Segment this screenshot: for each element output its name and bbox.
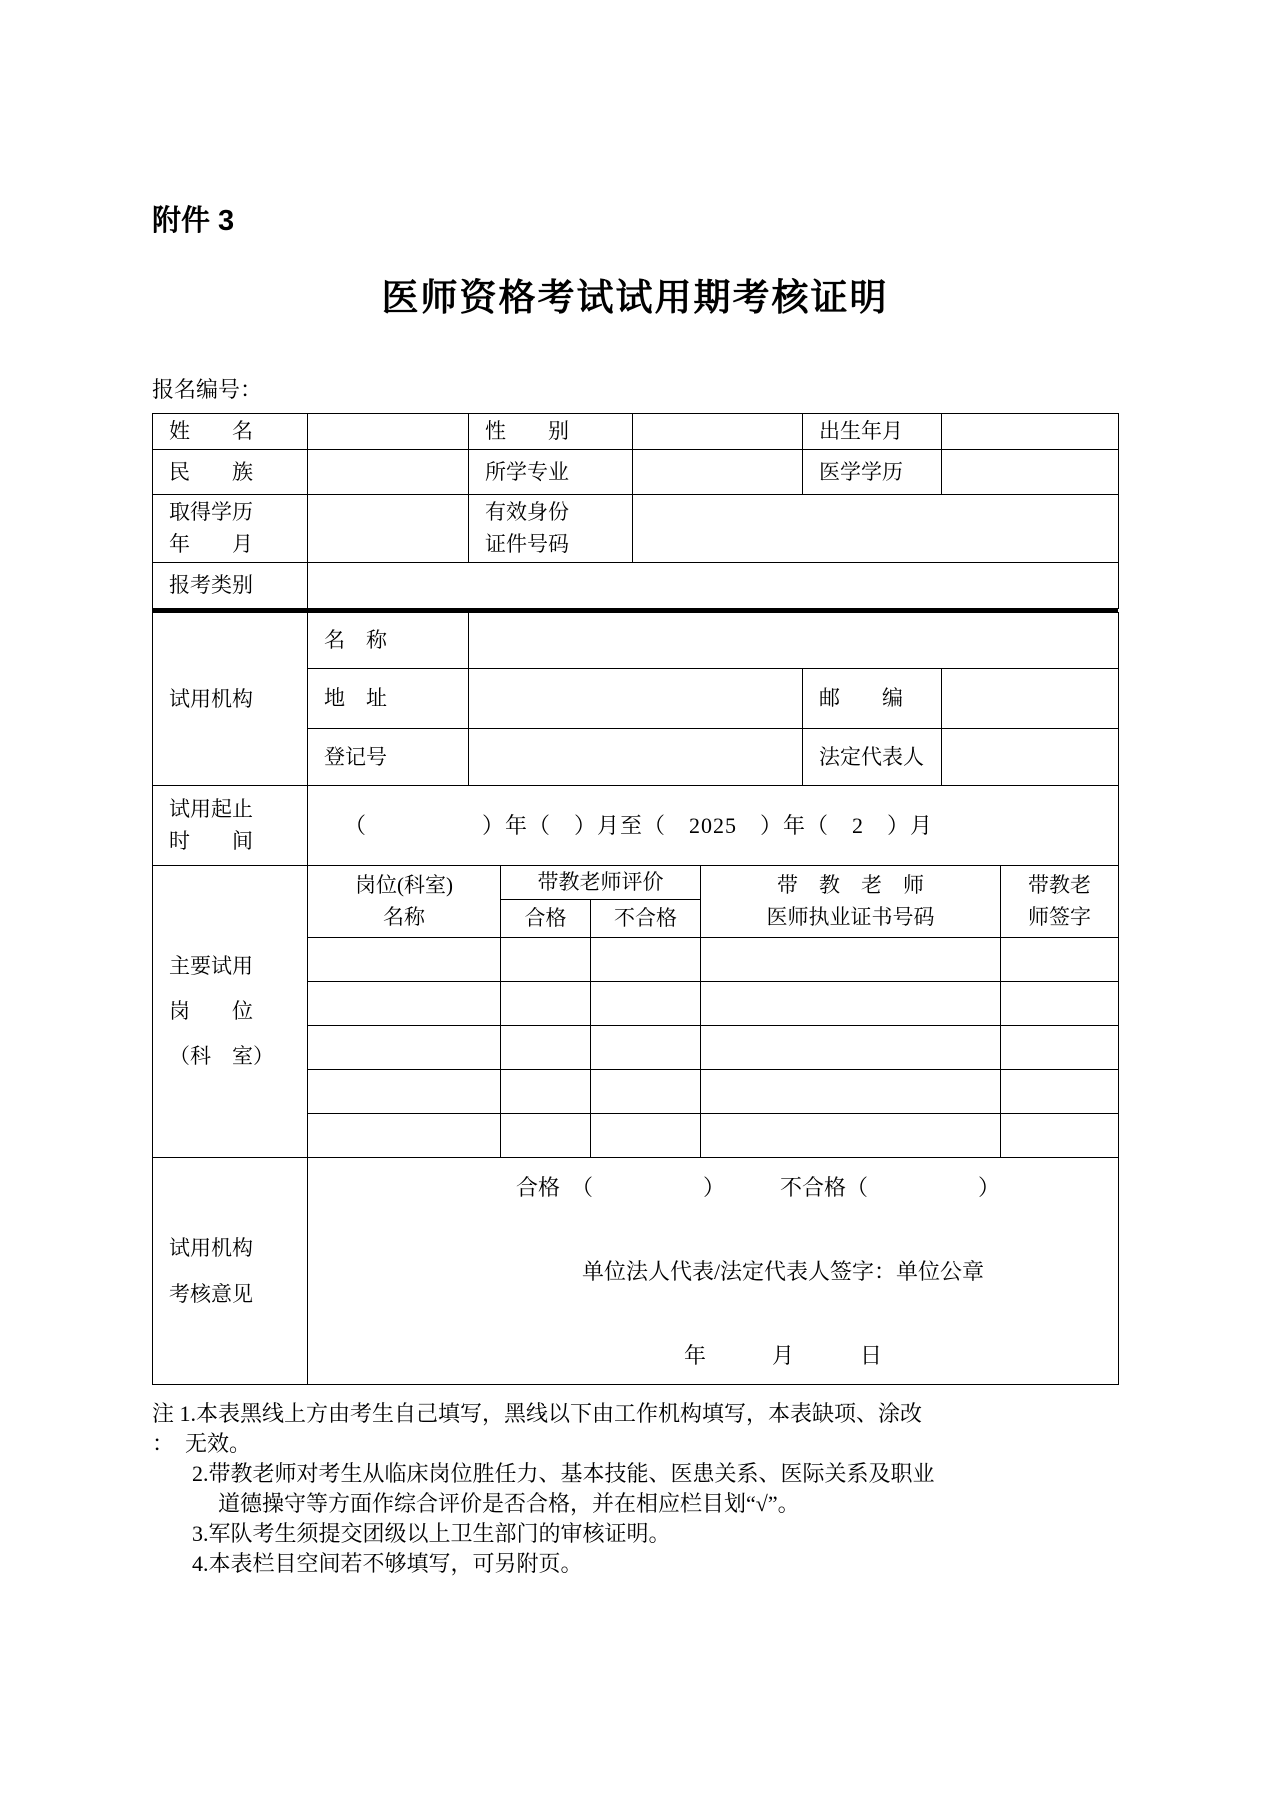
note-line: 2.带教老师对考生从临床岗位胜任力、基本技能、医患关系、医际关系及职业: [192, 1461, 935, 1486]
birth-value-cell: [942, 414, 1119, 450]
signature-cell: [1001, 938, 1119, 982]
post-name-cell: [308, 982, 501, 1026]
gender-label-cell: 性 别: [469, 414, 633, 450]
org-name-value-cell: [469, 613, 1119, 669]
pass-cell: [501, 1114, 591, 1158]
name-value-cell: [308, 414, 469, 450]
fail-cell: [591, 938, 701, 982]
probation-org-section-label-cell: 试用机构: [153, 613, 308, 786]
signature-cell: [1001, 1070, 1119, 1114]
positions-section-label-line3: （科 室）: [169, 1044, 274, 1069]
org-opinion-label-line2: 考核意见: [169, 1282, 253, 1306]
opinion-date-line: 年 月 日: [683, 1343, 882, 1369]
exam-category-label-cell: 报考类别: [153, 563, 308, 609]
probation-period-label-line1: 试用起止: [169, 797, 253, 821]
table-row: [153, 1158, 1119, 1385]
medical-education-label-cell: 医学学历: [803, 450, 942, 495]
column-header-fail: 不合格: [591, 900, 701, 938]
org-legal-rep-label-cell: 法定代表人: [803, 729, 942, 786]
positions-section-label-cell: [153, 866, 308, 1158]
registration-number-label: 报名编号：: [152, 377, 263, 402]
org-registration-value-cell: [469, 729, 803, 786]
pass-cell: [501, 982, 591, 1026]
column-header-cert-number: [701, 866, 1001, 938]
org-opinion-label-line1: 试用机构: [169, 1235, 253, 1260]
column-header-teacher-signature: [1001, 866, 1119, 938]
note-line: 注 1.本表黑线上方由考生自己填写，黑线以下由工作机构填写，本表缺项、涂改: [152, 1401, 923, 1426]
note-line: 3.军队考生须提交团级以上卫生部门的审核证明。: [192, 1521, 671, 1546]
table-row: [153, 414, 1119, 450]
degree-date-value-cell: [308, 495, 469, 563]
signature-cell: [1001, 1026, 1119, 1070]
probation-period-label-cell: [153, 786, 308, 866]
signature-cell: [1001, 982, 1119, 1026]
org-postcode-value-cell: [942, 669, 1119, 729]
exam-category-value-cell: [308, 563, 1119, 609]
document-content: [152, 200, 1118, 1579]
ethnicity-label-cell: 民 族: [153, 450, 308, 495]
fail-cell: [591, 1114, 701, 1158]
positions-section-label-line1: 主要试用: [169, 953, 253, 978]
cert-number-cell: [701, 982, 1001, 1026]
name-label-cell: 姓 名: [153, 414, 308, 450]
column-header-post-name: [308, 866, 501, 938]
probation-period-value-cell: （ ）年（ ）月至（ 2025 ）年（ 2 ）月: [308, 786, 1119, 866]
positions-table: [152, 865, 1119, 1158]
column-header-post-name-line1: 岗位(科室): [355, 873, 453, 897]
positions-section-label-line2: 岗 位: [169, 998, 253, 1023]
pass-cell: [501, 1026, 591, 1070]
table-row: [153, 866, 1119, 900]
note-line: 4.本表栏目空间若不够填写，可另附页。: [192, 1551, 583, 1576]
probation-org-table: [152, 612, 1119, 786]
org-opinion-content: [308, 1158, 1118, 1384]
notes-section: [152, 1399, 1118, 1579]
column-header-cert-line1: 带 教 老 师: [777, 873, 924, 897]
table-row: [153, 450, 1119, 495]
major-value-cell: [633, 450, 803, 495]
cert-number-cell: [701, 1026, 1001, 1070]
pass-cell: [501, 938, 591, 982]
org-address-label-cell: 地 址: [308, 669, 469, 729]
post-name-cell: [308, 1070, 501, 1114]
opinion-result-line: 合格 （ ） 不合格（ ）: [515, 1175, 1000, 1200]
ethnicity-value-cell: [308, 450, 469, 495]
gender-value-cell: [633, 414, 803, 450]
id-label-line2: 证件号码: [485, 531, 569, 556]
degree-date-label-line1: 取得学历: [169, 500, 253, 524]
post-name-cell: [308, 1114, 501, 1158]
birth-label-cell: 出生年月: [803, 414, 942, 450]
table-row: [153, 613, 1119, 669]
page-title: 医师资格考试试用期考核证明: [381, 277, 889, 318]
column-header-teacher-eval: 带教老师评价: [501, 866, 701, 900]
basic-info-table: [152, 413, 1119, 609]
attachment-label: 附件 3: [152, 205, 235, 237]
column-header-sign-line2: 师签字: [1028, 904, 1091, 929]
id-label-line1: 有效身份: [485, 500, 569, 524]
post-name-cell: [308, 1026, 501, 1070]
org-registration-label-cell: 登记号: [308, 729, 469, 786]
org-postcode-label-cell: 邮 编: [803, 669, 942, 729]
opinion-signature-line: 单位法人代表/法定代表人签字：单位公章: [581, 1259, 985, 1285]
org-opinion-label-cell: [153, 1158, 308, 1385]
id-number-label-cell: [469, 495, 633, 563]
major-label-cell: 所学专业: [469, 450, 633, 495]
cert-number-cell: [701, 1070, 1001, 1114]
degree-date-label-line2: 年 月: [169, 531, 253, 556]
medical-education-value-cell: [942, 450, 1119, 495]
probation-period-label-line2: 时 间: [169, 828, 253, 853]
column-header-pass: 合格: [501, 900, 591, 938]
pass-cell: [501, 1070, 591, 1114]
org-name-label-cell: 名 称: [308, 613, 469, 669]
signature-cell: [1001, 1114, 1119, 1158]
org-address-value-cell: [469, 669, 803, 729]
column-header-post-name-line2: 名称: [383, 904, 425, 929]
table-row: [153, 495, 1119, 563]
table-row: [153, 563, 1119, 609]
note-line: 道德操守等方面作综合评价是否合格，并在相应栏目划“√”。: [218, 1491, 800, 1516]
cert-number-cell: [701, 1114, 1001, 1158]
table-row: [153, 786, 1119, 866]
fail-cell: [591, 1070, 701, 1114]
org-opinion-table: [152, 1157, 1119, 1385]
id-number-value-cell: [633, 495, 1119, 563]
fail-cell: [591, 982, 701, 1026]
cert-number-cell: [701, 938, 1001, 982]
note-line: ： 无效。: [152, 1431, 252, 1456]
column-header-cert-line2: 医师执业证书号码: [766, 904, 935, 929]
org-legal-rep-value-cell: [942, 729, 1119, 786]
fail-cell: [591, 1026, 701, 1070]
post-name-cell: [308, 938, 501, 982]
degree-date-label-cell: [153, 495, 308, 563]
column-header-sign-line1: 带教老: [1028, 873, 1091, 897]
probation-period-table: [152, 785, 1119, 866]
org-opinion-content-cell: [308, 1158, 1119, 1385]
